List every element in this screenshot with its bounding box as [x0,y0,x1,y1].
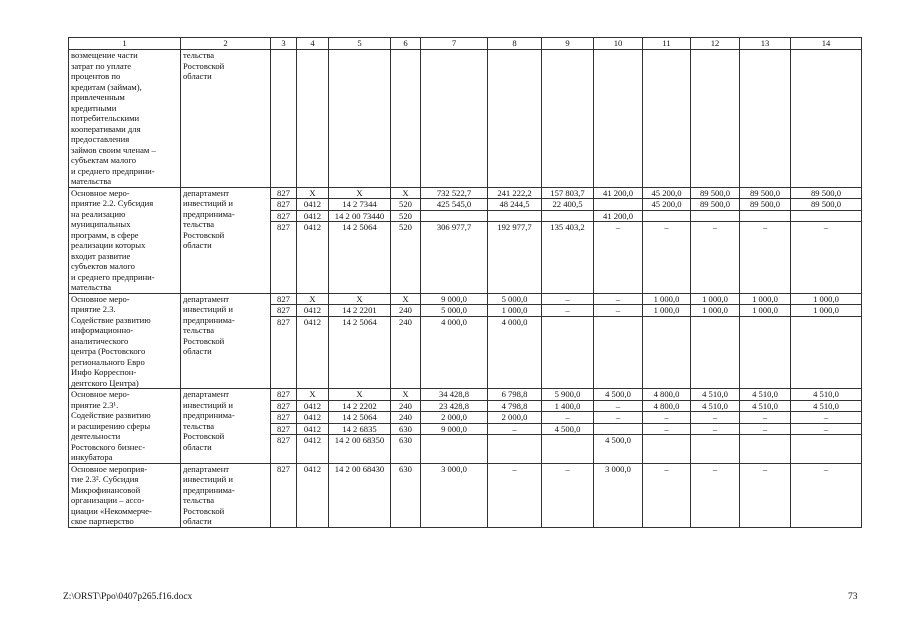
value-line [542,211,593,223]
value-line: – [823,463,829,474]
value-line: – [740,424,790,436]
table-row [69,187,862,293]
value-cell [594,293,643,389]
column-number: 8 [488,38,542,50]
value-line: 4 500,0 [594,389,642,401]
value-line: 0412 [303,316,322,327]
activity-name: Основное меро- приятие 2.3¹. Содействие развитию и расширению сферы деятельности Ростовского бизнес- инкубатора [69,389,181,464]
value-line [542,317,593,328]
value-line [488,211,541,223]
value-cell [791,389,862,464]
value-line: 827 [277,463,290,474]
value-cell [297,187,329,293]
value-line: 630 [391,424,420,436]
value-line: 0412 [297,199,328,211]
value-line: – [594,412,642,424]
value-cell [594,389,643,464]
value-line: X [391,389,420,401]
activity-name: Основное меро- приятие 2.3. Содействие развитию информационно- аналитического центра (Ростовского регионального Евро Инфо Корреспон- дентского Центра) [69,293,181,389]
value-line: 630 [399,463,412,474]
value-line: 14 2 00 68350 [334,435,385,445]
value-cell [643,50,691,188]
responsible-executor: департамент инвестиций и предпринима- тельства Ростовской области [181,389,271,464]
value-line [791,435,861,446]
value-cell [297,463,329,527]
value-line [594,317,642,328]
value-line: 425 545,0 [421,199,487,211]
value-cell [594,463,643,527]
value-cell [643,187,691,293]
value-line [691,317,739,328]
value-line: X [329,188,390,200]
value-cell [791,50,862,188]
table-row [69,389,862,464]
value-line: 1 000,0 [791,294,861,306]
value-cell [271,463,297,527]
value-line: 240 [399,316,412,327]
value-line: 14 2 6835 [329,424,390,436]
value-line: 14 2 5064 [329,412,390,424]
value-cell [740,187,791,293]
table-row [69,293,862,389]
value-line: 4 800,0 [643,389,690,401]
value-line: 1 000,0 [740,294,790,306]
value-cell [391,50,421,188]
value-line: 14 2 7344 [329,199,390,211]
value-line: 240 [391,401,420,413]
column-number: 10 [594,38,643,50]
value-line: – [712,463,718,474]
value-line: 89 500,0 [691,188,739,200]
value-line [691,435,739,446]
value-line: 240 [391,305,420,317]
value-line: 827 [271,188,296,200]
value-cell [791,293,862,389]
value-line [594,199,642,211]
value-cell [329,50,391,188]
value-cell [643,389,691,464]
value-line: – [615,222,621,232]
value-cell [542,293,594,389]
value-line: 5 900,0 [542,389,593,401]
value-line: 1 000,0 [691,305,739,317]
value-cell [691,389,740,464]
value-line: 9 000,0 [421,424,487,436]
value-line: – [740,412,790,424]
value-line [643,211,690,223]
value-line: – [542,294,593,306]
file-path: Z:\ORST\Ppo\0407p265.f16.docx [63,592,193,602]
column-number: 9 [542,38,594,50]
value-line: 0412 [297,305,328,317]
value-line [542,435,593,446]
value-cell [329,293,391,389]
value-cell [421,463,488,527]
column-number: 3 [271,38,297,50]
column-number: 7 [421,38,488,50]
value-line: 0412 [303,435,322,445]
value-cell [391,187,421,293]
value-line [594,424,642,436]
column-number: 11 [643,38,691,50]
value-cell [488,389,542,464]
value-cell [740,389,791,464]
value-line: 5 000,0 [421,305,487,317]
value-line: X [329,389,390,401]
value-line: – [691,424,739,436]
value-line: – [643,424,690,436]
value-cell [691,50,740,188]
value-line: – [594,401,642,413]
value-line: 89 500,0 [740,199,790,211]
value-line: 157 803,7 [542,188,593,200]
value-line: 827 [277,435,290,445]
value-line: 630 [399,435,412,445]
value-line [643,317,690,328]
column-number: 13 [740,38,791,50]
value-cell [488,50,542,188]
value-line: 4 510,0 [791,401,861,413]
value-cell [391,293,421,389]
value-line [740,435,790,446]
value-line: – [512,463,517,474]
page-number: 73 [848,592,858,602]
value-cell [421,50,488,188]
value-line: 0412 [303,222,322,232]
value-line: 4 510,0 [691,389,739,401]
value-line: 520 [391,199,420,211]
column-number: 6 [391,38,421,50]
value-line: 14 2 2201 [329,305,390,317]
table-row [69,50,862,188]
value-line: 48 244,5 [488,199,541,211]
value-line: – [594,294,642,306]
value-line: 14 2 00 73440 [329,211,390,223]
value-line: 14 2 5064 [342,222,377,232]
value-line: 827 [277,316,290,327]
value-line: 827 [271,199,296,211]
value-line: 1 000,0 [643,305,690,317]
value-line: 89 500,0 [791,188,861,200]
value-line: 827 [271,412,296,424]
value-line: 1 000,0 [691,294,739,306]
value-cell [542,389,594,464]
value-line: 827 [271,211,296,223]
value-line: – [488,424,541,436]
value-line: 4 510,0 [791,389,861,401]
value-cell [271,50,297,188]
value-line: 3 000,0 [605,463,631,474]
value-line: X [391,188,420,200]
column-number: 14 [791,38,862,50]
budget-table [68,37,862,528]
value-line: 0412 [303,463,322,474]
value-line: 4 798,8 [488,401,541,413]
value-cell [791,187,862,293]
activity-name: возмещение части затрат по уплате процентов по кредитам (займам), привлеченным кредитными потребительскими кооперативами для предоставления займов своим членам – субъектам малого и среднего предприни- мательства [69,50,181,188]
value-line: 4 800,0 [643,401,690,413]
value-line: – [664,222,669,232]
value-line: 2 000,0 [488,412,541,424]
value-line: 34 428,8 [421,389,487,401]
value-line: 240 [391,412,420,424]
value-line: – [823,222,829,232]
value-cell [329,389,391,464]
value-line: – [664,463,669,474]
value-line: 4 510,0 [691,401,739,413]
value-cell [542,50,594,188]
value-cell [691,463,740,527]
value-line: 827 [271,294,296,306]
value-cell [297,50,329,188]
value-line: 192 977,7 [497,222,532,232]
value-cell [297,389,329,464]
value-line: 0412 [297,211,328,223]
value-cell [594,50,643,188]
value-line [643,435,690,446]
value-line: – [565,463,570,474]
value-line: 1 000,0 [488,305,541,317]
responsible-executor: департамент инвестиций и предпринима- тельства Ростовской области [181,187,271,293]
value-line: X [391,294,420,306]
value-line: 89 500,0 [691,199,739,211]
value-cell [542,187,594,293]
value-line: 0412 [297,412,328,424]
value-cell [271,187,297,293]
value-cell [271,389,297,464]
value-line: – [542,305,593,317]
value-cell [791,463,862,527]
value-cell [643,293,691,389]
value-cell [271,293,297,389]
header-row [69,38,862,50]
value-line: 827 [277,222,290,232]
value-line [791,211,861,223]
value-line: 827 [271,424,296,436]
value-line: 732 522,7 [421,188,487,200]
value-line: 89 500,0 [740,188,790,200]
value-line: 1 000,0 [740,305,790,317]
value-cell [391,463,421,527]
value-line: 41 200,0 [594,188,642,200]
value-line: – [594,305,642,317]
value-line: 135 403,2 [550,222,585,232]
value-line [740,211,790,223]
value-cell [740,293,791,389]
value-line: 4 000,0 [441,316,467,327]
value-cell [391,389,421,464]
value-cell [740,463,791,527]
value-cell [488,463,542,527]
value-line: 23 428,8 [421,401,487,413]
value-line: – [691,412,739,424]
responsible-executor: департамент инвестиций и предпринима- тельства Ростовской области [181,293,271,389]
value-cell [421,389,488,464]
value-line [421,211,487,223]
column-number: 5 [329,38,391,50]
activity-name: Основное меро- приятие 2.2. Субсидия на реализацию муниципальных программ, в сфере реализации которых входит развитие субъектов малого и среднего предприни- мательства [69,187,181,293]
value-line: – [791,424,861,436]
value-line: X [297,188,328,200]
value-line: 0412 [297,401,328,413]
table-header [69,38,862,50]
value-line: 1 000,0 [643,294,690,306]
value-line: 520 [399,222,412,232]
value-line: 6 798,8 [488,389,541,401]
value-line [791,317,861,328]
value-cell [594,187,643,293]
responsible-executor: тельства Ростовской области [181,50,271,188]
value-line: 827 [271,305,296,317]
value-line: – [542,412,593,424]
value-line: 520 [391,211,420,223]
value-line: – [762,222,768,232]
value-line: 827 [271,401,296,413]
value-line: 89 500,0 [791,199,861,211]
value-cell [691,187,740,293]
value-line: 3 000,0 [441,463,467,474]
value-cell [421,293,488,389]
value-cell [643,463,691,527]
column-number: 1 [69,38,181,50]
value-line [691,211,739,223]
value-line: 306 977,7 [436,222,472,232]
value-line: 45 200,0 [643,188,690,200]
value-line: 9 000,0 [421,294,487,306]
value-cell [329,187,391,293]
value-line: 14 2 00 68430 [334,463,385,474]
value-line: – [712,222,718,232]
value-line: 5 000,0 [488,294,541,306]
value-cell [421,187,488,293]
value-line: X [329,294,390,306]
value-line: 827 [271,389,296,401]
column-number: 4 [297,38,329,50]
responsible-executor: департамент инвестиций и предпринима- тельства Ростовской области [181,463,271,527]
column-number: 2 [181,38,271,50]
activity-name: Основное мероприя- тие 2.3². Субсидия Микрофинансовой организации – ассо- циации «Некоммерче- ское партнерство [69,463,181,527]
value-cell [740,50,791,188]
value-line: 4 500,0 [542,424,593,436]
value-line: 14 2 2202 [329,401,390,413]
value-cell [488,187,542,293]
value-line: 241 222,2 [488,188,541,200]
value-line: 0412 [297,424,328,436]
value-line: 1 000,0 [791,305,861,317]
value-line: 41 200,0 [594,211,642,223]
value-line: 4 000,0 [501,316,528,327]
value-cell [542,463,594,527]
value-cell [329,463,391,527]
value-line: X [297,389,328,401]
table-row [69,463,862,527]
value-line: 2 000,0 [421,412,487,424]
value-line [421,435,487,446]
value-line: 4 500,0 [605,435,631,445]
value-line: 22 400,5 [542,199,593,211]
value-line [740,317,790,328]
value-cell [297,293,329,389]
value-line: 14 2 5064 [342,316,377,327]
value-line: 4 510,0 [740,401,790,413]
value-line: 4 510,0 [740,389,790,401]
value-line: X [297,294,328,306]
column-number: 12 [691,38,740,50]
value-line: – [791,412,861,424]
value-line: – [643,412,690,424]
value-line [488,435,541,446]
value-cell [488,293,542,389]
value-line: 45 200,0 [643,199,690,211]
value-cell [691,293,740,389]
table-body [69,50,862,528]
value-line: – [762,463,768,474]
value-line: 1 400,0 [542,401,593,413]
